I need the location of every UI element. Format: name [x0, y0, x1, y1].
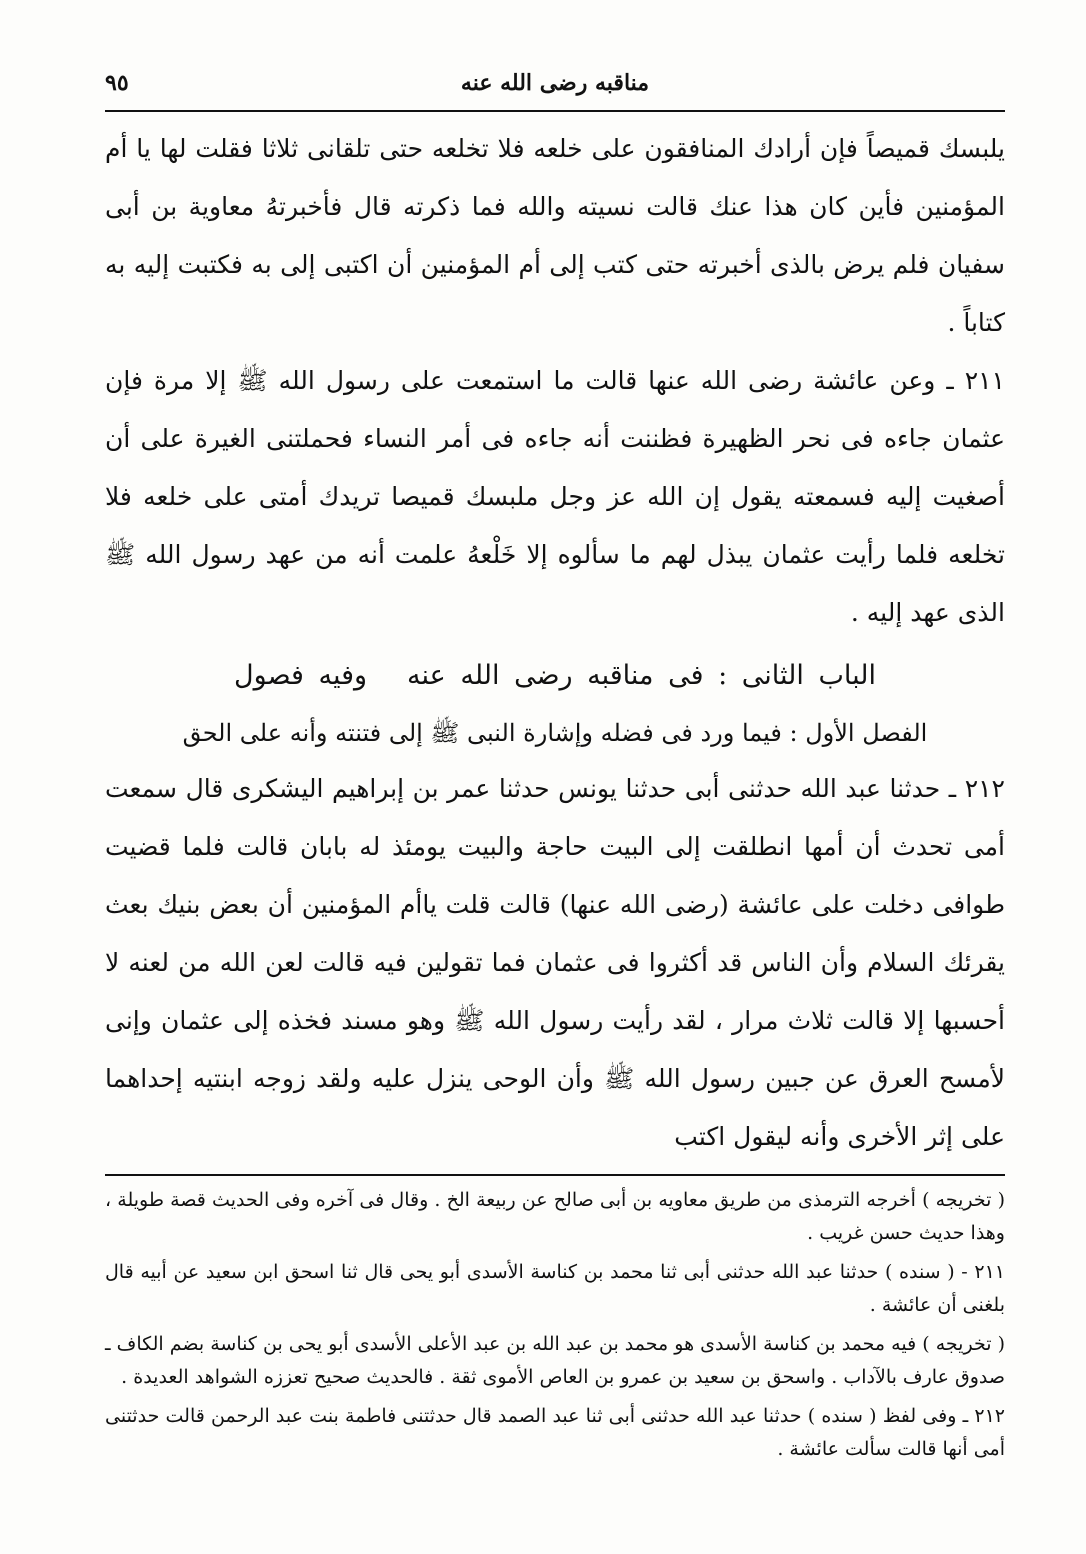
footnote-text: فيه محمد بن كناسة الأسدى هو محمد بن عبد الله بن عبد الأعلى الأسدى أبو يحى بن كناسة بضم الكاف ـ صدوق عارف بالآداب . واسحق بن سعيد بن عمرو بن العاص الأموى ثقة . فالحديث صحيح تعززه الشواهد العديدة .	[105, 1333, 1005, 1388]
footnote-text: حدثنا عبد الله حدثنى أبى ثنا محمد بن كناسة الأسدى أبو يحى قال ثنا اسحق ابن سعيد عن أبيه قال بلغنى أن عائشة .	[105, 1261, 1005, 1316]
chapter-heading	[105, 646, 1005, 706]
footnote	[105, 1256, 1005, 1322]
main-text	[105, 120, 1005, 1166]
hadith-text-212: حدثنا عبد الله حدثنى أبى حدثنا يونس حدثنا عمر بن إبراهيم اليشكرى قال سمعت أمى تحدث أن أمها انطلقت إلى البيت حاجة والبيت يومئذ له بابان قالت فلما قضيت طوافى دخلت على عائشة (رضى الله عنها) قالت قلت ياأم المؤمنين أن بعض بنيك بعث يقرئك السلام وأن الناس قد أكثروا فى عثمان فما تقولين فيه قالت لعن الله من لعنه لا أحسبها إلا قالت ثلاث مرار ، لقد رأيت رسول الله ﷺ وهو مسند فخذه إلى عثمان وإنى لأمسح العرق عن جبين رسول الله ﷺ وأن الوحى ينزل عليه ولقد زوجه ابنتيه إحداهما على إثر الأخرى وأنه ليقول اكتب	[105, 774, 1005, 1151]
footnote-text: حدثنا عبد الله حدثنى أبى ثنا عبد الصمد قال حدثتنى فاطمة بنت عبد الرحمن قالت حدثتنى أمى أنها قالت سألت عائشة .	[105, 1405, 1005, 1460]
hadith-number-211: ٢١١ ـ	[946, 366, 1005, 395]
footnote-divider	[105, 1174, 1005, 1176]
footnote-label: ٢١٢ ـ وفى لفظ ( سنده )	[807, 1405, 1005, 1427]
page-header	[105, 60, 1005, 112]
hadith-211	[105, 352, 1005, 642]
hadith-212	[105, 760, 1005, 1166]
footnote-label: ٢١١ - ( سنده )	[884, 1261, 1005, 1283]
hadith-number-212: ٢١٢ ـ	[948, 774, 1005, 803]
paragraph-continuation: يلبسك قميصاً فإن أرادك المنافقون على خلعه فلا تخلعه حتى تلقانى ثلاثا فقلت لها يا أم المؤمنين فأين كان هذا عنك قالت نسيته والله فما ذكرته قال فأخبرتهُ معاوية بن أبى سفيان فلم يرض بالذى أخبرته حتى كتب إلى أم المؤمنين أن اكتبى إلى به فكتبت إليه به كتاباً .	[105, 134, 1005, 337]
book-page	[105, 60, 1005, 1500]
page-number: ٩٥	[105, 70, 129, 96]
footnote-label: ( تخريجه )	[922, 1189, 1006, 1211]
footnotes	[105, 1184, 1005, 1466]
running-title: مناقبه رضى الله عنه	[460, 70, 650, 96]
chapter-subtitle: وفيه فصول	[234, 660, 368, 691]
footnote	[105, 1400, 1005, 1466]
footnote-text: أخرجه الترمذى من طريق معاويه بن أبى صالح عن ربيعة الخ . وقال فى آخره وفى الحديث قصة طويلة ، وهذا حديث حسن غريب .	[105, 1189, 1005, 1244]
chapter-title: الباب الثانى : فى مناقبه رضى الله عنه	[407, 660, 876, 691]
hadith-text-211: وعن عائشة رضى الله عنها قالت ما استمعت على رسول الله ﷺ إلا مرة فإن عثمان جاءه فى نحر الظهيرة فظننت أنه جاءه فى أمر النساء فحملتنى الغيرة على أن أصغيت إليه فسمعته يقول إن الله عز وجل ملبسك قميصا تريدك أمتى على خلعه فلا تخلعه فلما رأيت عثمان يبذل لهم ما سألوه إلا خَلْعهُ علمت أنه من عهد رسول الله ﷺ الذى عهد إليه .	[105, 366, 1005, 627]
footnote-label: ( تخريجه )	[922, 1333, 1005, 1355]
footnote	[105, 1328, 1005, 1394]
section-heading: الفصل الأول : فيما ورد فى فضله وإشارة النبى ﷺ إلى فتنته وأنه على الحق	[182, 719, 928, 747]
footnote	[105, 1184, 1005, 1250]
